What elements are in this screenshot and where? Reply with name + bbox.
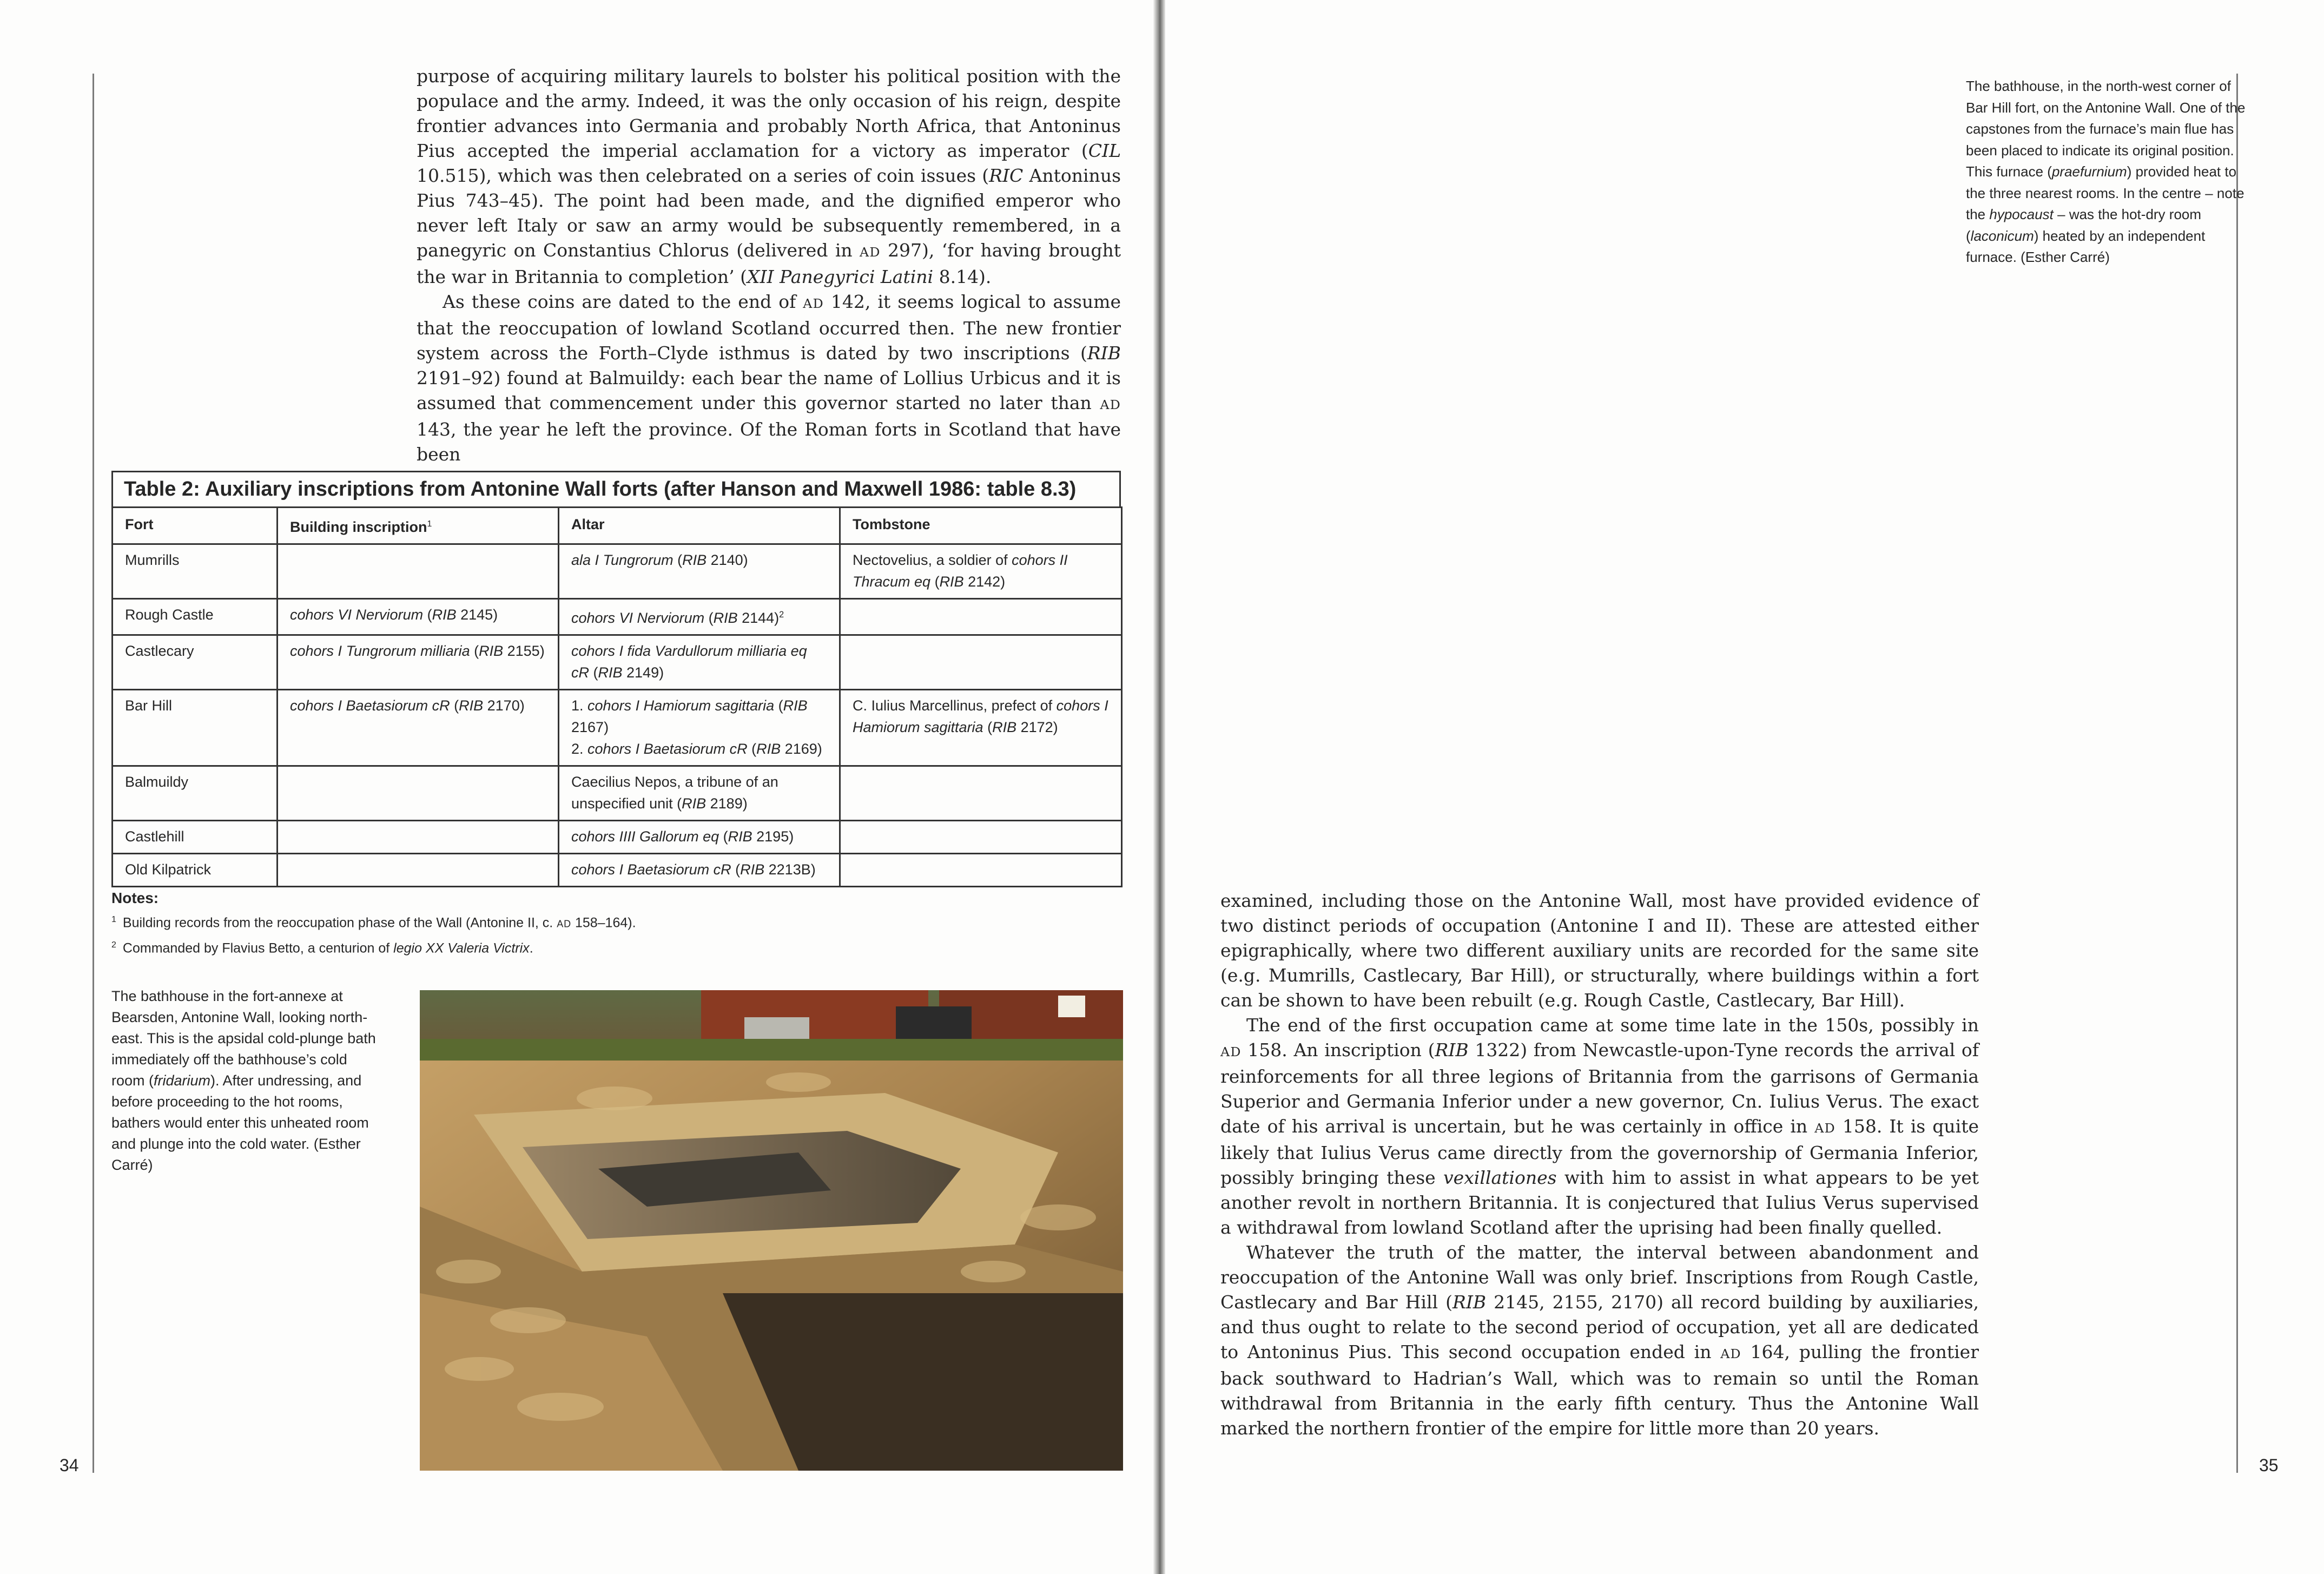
italic-text: hypocaust	[1989, 206, 2054, 222]
cell-line	[571, 738, 827, 760]
cell-fort: Mumrills	[113, 544, 278, 599]
left-page	[0, 0, 1158, 1574]
table-row	[113, 854, 1122, 887]
smallcaps-text: AD	[1720, 1346, 1741, 1361]
italic-text: cohors I Baetasiorum cR	[571, 861, 731, 878]
text-run: Whatever the truth of the matter, the interval between abandonment and reoccupation of the Antonine Wall was only brief. Inscriptions from Rough Castle, Castlecary and Bar Hill (	[1220, 1242, 1979, 1313]
italic-text: RIB	[1452, 1292, 1487, 1313]
cell-tombstone	[840, 690, 1122, 766]
page-number-left: 34	[60, 1456, 79, 1475]
text-run: examined, including those on the Antonine Wall, most have provided evidence of two distinct periods of occupation (Antonine I and II). These are attested either epigraphically, where two different auxiliary units are recorded for the same site (e.g. Mumrills, Castlecary, Bar Hill), or structurally, where buildings within a fort can be shown to have been rebuilt (e.g. Rough Castle, Castlecary, Bar Hill).	[1220, 890, 1979, 1011]
body-paragraph	[417, 289, 1121, 467]
italic-text: RIB	[756, 741, 781, 757]
cell-line	[853, 549, 1109, 592]
table-row	[113, 544, 1122, 599]
text-run: 8.14).	[933, 266, 992, 287]
text-run: 2140)	[707, 552, 748, 568]
text-run: (	[470, 643, 479, 659]
text-run: 164, pulling the frontier back southward to Hadrian’s Wall, which was to remain so until the Roman withdrawal from Britannia in the early fifth century. Thus the Antonine Wall marked the northern frontier of the empire for little more than 20 years.	[1220, 1341, 1979, 1439]
text-run: (	[983, 719, 993, 735]
text-run: Antoninus Pius 743–45). The point had been made, and the dignified emperor who never left Italy or saw an army would be subsequently remembered, in a panegyric on Constantius Chlorus (delivered in	[417, 165, 1121, 261]
note-item	[111, 909, 923, 934]
text-run: (	[450, 697, 459, 714]
cell-fort: Rough Castle	[113, 599, 278, 635]
body-paragraph	[1220, 1013, 1979, 1240]
text-run: 2142)	[963, 574, 1006, 590]
cell-line	[571, 695, 827, 738]
italic-text: cohors VI Nerviorum	[290, 607, 424, 623]
italic-text: cohors IIII Gallorum eq	[571, 828, 719, 845]
italic-text: RIB	[459, 697, 484, 714]
smallcaps-text: AD	[1100, 397, 1121, 412]
text-run: (	[731, 861, 741, 878]
table-grid	[111, 506, 1123, 887]
italic-text: cohors I fida Vardullorum milliaria eq cR	[571, 643, 807, 681]
table-header-row	[113, 508, 1122, 544]
cell-fort: Balmuildy	[113, 766, 278, 821]
right-body-text	[1220, 888, 1979, 1441]
cell-altar	[559, 821, 840, 854]
text-run: C. Iulius Marcellinus, prefect of	[853, 697, 1057, 714]
smallcaps-text: AD	[860, 245, 881, 260]
cell-building	[278, 766, 559, 821]
text-run: 1322) from Newcastle-upon-Tyne records the arrival of reinforcements for all three legions of Britannia from the garrisons of Germania Superior and Germania Inferior under a new governor, Cn. Iulius Verus. The exact date of his arrival is uncertain, but he was certainly in office in	[1220, 1039, 1979, 1137]
text-run: As these coins are dated to the end of	[443, 291, 803, 312]
italic-text: RIB	[682, 795, 707, 812]
body-paragraph	[417, 64, 1121, 289]
text-run: ) provided heat to the three nearest rooms. In the centre – note the	[1966, 163, 2244, 222]
text-run: (	[704, 610, 714, 626]
cell-fort: Old Kilpatrick	[113, 854, 278, 887]
cell-building	[278, 821, 559, 854]
text-run: Building records from the reoccupation phase of the Wall (Antonine II, c.	[122, 915, 557, 931]
bar-hill-caption	[1966, 76, 2247, 268]
italic-text: RIB	[713, 610, 738, 626]
text-run: 143, the year he left the province. Of the Roman forts in Scotland that have been	[417, 419, 1121, 465]
text-run: The bathhouse in the fort-annexe at Bearsden, Antonine Wall, looking north-east. This is the apsidal cold-plunge bath immediately off the bathhouse’s cold room (	[111, 988, 376, 1089]
italic-text: XII Panegyrici Latini	[747, 266, 934, 287]
cell-building	[278, 544, 559, 599]
text-run: ) heated by an independent furnace. (Esther Carré)	[1966, 227, 2206, 265]
cell-altar	[559, 854, 840, 887]
column-header: Altar	[559, 508, 840, 544]
text-run: (	[423, 607, 432, 623]
table-notes	[111, 887, 923, 959]
italic-text: cohors I Hamiorum sagittaria	[853, 697, 1108, 735]
notes-list	[111, 909, 923, 959]
cell-line	[853, 695, 1109, 738]
text-run: 2.	[571, 741, 588, 757]
text-run: 2195)	[752, 828, 794, 845]
text-run: 2169)	[781, 741, 822, 757]
cell-line	[571, 826, 827, 847]
italic-text: praefurnium	[2051, 163, 2127, 180]
italic-text: RIB	[1435, 1039, 1469, 1061]
italic-text: vexillationes	[1443, 1167, 1557, 1188]
cell-line	[571, 549, 827, 571]
text-run: 2149)	[622, 664, 664, 681]
text-run: 2155)	[503, 643, 545, 659]
text-run: 2144)	[737, 610, 780, 626]
italic-text: RIB	[432, 607, 457, 623]
text-run: 158. An inscription (	[1241, 1039, 1435, 1061]
text-run: 142, it seems logical to assume that the reoccupation of lowland Scotland occurred then. The new frontier system across the Forth–Clyde isthmus is dated by two inscriptions (	[417, 291, 1121, 364]
italic-text: cohors I Baetasiorum cR	[290, 697, 450, 714]
italic-text: CIL	[1088, 140, 1121, 161]
text-run: 2172)	[1016, 719, 1058, 735]
cell-building	[278, 635, 559, 690]
text-run: (	[589, 664, 598, 681]
cell-altar	[559, 766, 840, 821]
text-run: Commanded by Flavius Betto, a centurion of	[122, 940, 394, 956]
text-run: (	[673, 552, 683, 568]
smallcaps-text: AD	[1220, 1044, 1242, 1059]
cell-tombstone	[840, 599, 1122, 635]
text-run: (	[719, 828, 728, 845]
left-margin-rule	[93, 74, 94, 1473]
text-run: with him to assist in what appears to be yet another revolt in northern Britannia. It is conjectured that Iulius Verus supervised a withdrawal from lowland Scotland after the uprising had been finally quelled.	[1220, 1167, 1979, 1238]
text-run: purpose of acquiring military laurels to bolster his political position with the populace and the army. Indeed, it was the only occasion of his reign, despite frontier advances into Germania and probably North Africa, that Antoninus Pius accepted the imperial acclamation for a victory as imperator (	[417, 65, 1121, 161]
text-run: ). After undressing, and before proceeding to the hot rooms, bathers would enter this unheated room and plunge into the cold water. (Esther Carré)	[111, 1072, 369, 1173]
table-row	[113, 690, 1122, 766]
text-run: 2170)	[483, 697, 525, 714]
column-header-label: Building inscription	[290, 519, 427, 535]
italic-text: fridarium	[154, 1072, 211, 1089]
text-run: 158. It is quite likely that Iulius Verus came directly from the governorship of Germania Inferior, possibly bringing these	[1220, 1116, 1979, 1188]
cell-altar	[559, 690, 840, 766]
note-mark: 2	[111, 940, 116, 950]
cell-line	[290, 640, 546, 662]
text-run: 158–164).	[571, 915, 636, 931]
cell-altar	[559, 635, 840, 690]
italic-text: RIB	[740, 861, 765, 878]
cell-line	[571, 859, 827, 880]
column-header	[278, 508, 559, 544]
italic-text: cohors II Thracum eq	[853, 552, 1068, 590]
italic-text: cohors VI Nerviorum	[571, 610, 705, 626]
cell-fort: Castlecary	[113, 635, 278, 690]
text-run: – was the hot-dry room (	[1966, 206, 2202, 244]
footnote-mark: 1	[427, 519, 432, 529]
italic-text: RIB	[682, 552, 707, 568]
italic-text: RIB	[939, 574, 964, 590]
text-run: 2167)	[571, 719, 609, 735]
italic-text: legio XX Valeria Victrix	[393, 940, 530, 956]
smallcaps-text: AD	[1814, 1121, 1836, 1136]
text-run: 2191–92) found at Balmuildy: each bear the name of Lollius Urbicus and it is assumed that commencement under this governor started no later than	[417, 367, 1121, 413]
right-page	[1165, 0, 2324, 1574]
italic-text: ala I Tungrorum	[571, 552, 674, 568]
text-run: 2213B)	[764, 861, 816, 878]
cell-line	[290, 695, 546, 716]
cell-building	[278, 854, 559, 887]
text-run: The bathhouse, in the north-west corner of Bar Hill fort, on the Antonine Wall. One of the capstones from the furnace’s main flue has been placed to indicate its original position. This furnace (	[1966, 78, 2246, 180]
cell-fort: Bar Hill	[113, 690, 278, 766]
inscriptions-table	[111, 471, 1121, 887]
text-run: 2145, 2155, 2170) all record building by auxiliaries, and thus ought to relate to the second period of occupation, yet all are dedicated to Antoninus Pius. This second occupation ended in	[1220, 1292, 1979, 1362]
text-run: Nectovelius, a soldier of	[853, 552, 1012, 568]
italic-text: RIB	[728, 828, 752, 845]
italic-text: RIB	[598, 664, 623, 681]
cell-building	[278, 690, 559, 766]
table-row	[113, 821, 1122, 854]
text-run: 1.	[571, 697, 588, 714]
cell-line	[571, 640, 827, 683]
book-gutter	[1153, 0, 1165, 1574]
bathhouse-photo-image	[420, 990, 1123, 1471]
cell-altar	[559, 544, 840, 599]
italic-text: cohors I Baetasiorum cR	[587, 741, 748, 757]
cell-line	[571, 604, 827, 629]
left-body-text	[417, 64, 1121, 467]
smallcaps-text: AD	[803, 296, 824, 311]
text-run: The end of the first occupation came at some time late in the 150s, possibly in	[1246, 1015, 1979, 1036]
smallcaps-text: AD	[557, 918, 571, 930]
italic-text: RIC	[989, 165, 1024, 186]
column-header: Fort	[113, 508, 278, 544]
body-paragraph	[1220, 1240, 1979, 1441]
bearsden-bathhouse-photo	[420, 990, 1123, 1471]
footnote-mark: 2	[779, 610, 784, 620]
text-run: 10.515), which was then celebrated on a series of coin issues (	[417, 165, 989, 186]
text-run: (	[774, 697, 783, 714]
text-run: 2145)	[456, 607, 498, 623]
cell-fort: Castlehill	[113, 821, 278, 854]
italic-text: cohors I Tungrorum milliaria	[290, 643, 470, 659]
column-header: Tombstone	[840, 508, 1122, 544]
table-title: Table 2: Auxiliary inscriptions from Antonine Wall forts (after Hanson and Maxwell 1986: table 8.3)	[111, 471, 1121, 506]
text-run: Caecilius Nepos, a tribune of an unspecified unit (	[571, 774, 778, 812]
table-row	[113, 599, 1122, 635]
page-number-right: 35	[2259, 1456, 2279, 1475]
note-item	[111, 934, 923, 959]
cell-tombstone	[840, 821, 1122, 854]
notes-title: Notes:	[111, 890, 159, 906]
text-run: 297), ‘for having brought the war in Britannia to completion’ (	[417, 240, 1121, 287]
cell-tombstone	[840, 635, 1122, 690]
text-run: (	[747, 741, 757, 757]
cell-tombstone	[840, 854, 1122, 887]
text-run: 2189)	[706, 795, 748, 812]
italic-text: cohors I Hamiorum sagittaria	[587, 697, 775, 714]
italic-text: RIB	[783, 697, 808, 714]
italic-text: RIB	[992, 719, 1017, 735]
text-run: (	[930, 574, 940, 590]
right-margin-rule	[2236, 74, 2238, 1473]
cell-line	[571, 771, 827, 814]
bathhouse-caption	[111, 986, 382, 1176]
table-row	[113, 635, 1122, 690]
text-run: .	[529, 940, 533, 956]
italic-text: laconicum	[1970, 227, 2034, 244]
table-row	[113, 766, 1122, 821]
body-paragraph	[1220, 888, 1979, 1013]
cell-tombstone	[840, 766, 1122, 821]
cell-altar	[559, 599, 840, 635]
cell-building	[278, 599, 559, 635]
note-mark: 1	[111, 915, 116, 924]
table-body	[113, 544, 1122, 887]
italic-text: RIB	[1087, 343, 1121, 364]
cell-tombstone	[840, 544, 1122, 599]
italic-text: RIB	[479, 643, 504, 659]
cell-line	[290, 604, 546, 625]
